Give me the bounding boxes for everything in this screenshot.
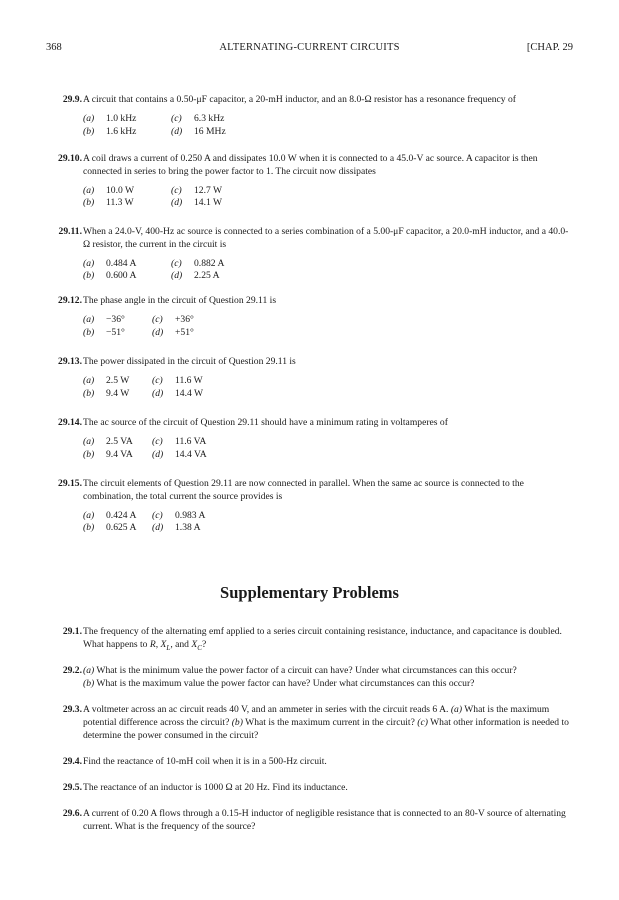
option-d: (d) 1.38 A (152, 522, 201, 534)
answer-options (83, 314, 575, 340)
question-29-14 (46, 417, 575, 461)
option-a: (a) −36° (83, 313, 125, 325)
option-a: (a) 2.5 VA (83, 435, 133, 447)
supplementary-problem-29-6 (46, 808, 575, 834)
chapter-label: [CHAP. 29 (526, 42, 573, 53)
problem-number: 29.4. (62, 756, 82, 767)
option-d: (d) +51° (152, 326, 194, 338)
question-stem: The phase angle in the circuit of Question 29.11 is (83, 295, 277, 306)
question-stem: A coil draws a current of 0.250 A and dissipates 10.0 W when it is connected to a 45.0-V ac source. A capacitor is then connected in series to bring the power factor to 1. The circuit now dissipates (83, 153, 538, 177)
option-b: (b) 0.600 A (83, 270, 137, 282)
supplementary-problem-29-1 (46, 626, 575, 655)
option-d: (d) 14.4 VA (152, 448, 207, 460)
option-b: (b) 0.625 A (83, 522, 137, 534)
supplementary-problem-29-2 (46, 665, 575, 691)
problem-number: 29.2. (62, 665, 82, 676)
answer-options (83, 436, 575, 462)
option-a: (a) 0.484 A (83, 257, 137, 269)
question-29-13 (46, 356, 575, 400)
option-c: (c) 6.3 kHz (171, 112, 225, 124)
problem-text: (a) What is the minimum value the power factor of a circuit can have? Under what circumstances can this occur? (b) What is the maximum value the power factor can have? Under what circumstances can this occur? (83, 665, 517, 689)
problem-text: Find the reactance of 10-mH coil when it is in a 500-Hz circuit. (83, 756, 327, 767)
option-a: (a) 0.424 A (83, 509, 137, 521)
option-c: (c) 11.6 VA (152, 435, 207, 447)
option-a: (a) 10.0 W (83, 184, 135, 196)
question-number: 29.15. (58, 478, 82, 489)
supplementary-problem-29-5 (46, 782, 575, 795)
option-b: (b) −51° (83, 326, 125, 338)
option-c: (c) 0.983 A (152, 509, 206, 521)
option-d: (d) 14.1 W (171, 197, 223, 209)
answer-options (83, 510, 575, 536)
question-number: 29.13. (58, 356, 82, 367)
question-stem: The ac source of the circuit of Question 29.11 should have a minimum rating in voltamperes of (83, 417, 448, 428)
question-29-10 (46, 153, 575, 210)
question-29-11 (46, 226, 575, 283)
answer-options (83, 113, 575, 139)
option-a: (a) 2.5 W (83, 374, 130, 386)
question-29-15 (46, 478, 575, 535)
question-29-12 (46, 295, 575, 339)
supplementary-problem-29-4 (46, 756, 575, 769)
question-stem: A circuit that contains a 0.50-μF capacitor, a 20-mH inductor, and an 8.0-Ω resistor has a resonance frequency of (83, 94, 516, 105)
problem-text: A voltmeter across an ac circuit reads 40 V, and an ammeter in series with the circuit reads 6 A. (a) What is the maximum potential difference across the circuit? (b) What is the maximum current in the circuit? (c) What other information is needed to determine the power consumed in the circuit? (83, 704, 569, 741)
option-d: (d) 2.25 A (171, 270, 220, 282)
page-header (46, 42, 573, 56)
problem-number: 29.1. (62, 626, 82, 637)
option-b: (b) 9.4 W (83, 387, 130, 399)
problem-text: The reactance of an inductor is 1000 Ω at 20 Hz. Find its inductance. (83, 782, 348, 793)
problem-text: The frequency of the alternating emf applied to a series circuit containing resistance, inductance, and capacitance is doubled. What happens to R, $X_L$, and $X_C$? (83, 626, 562, 652)
problem-text: A current of 0.20 A flows through a 0.15-H inductor of negligible resistance that is connected to an 80-V source of alternating current. What is the frequency of the source? (83, 808, 566, 832)
problem-number: 29.5. (62, 782, 82, 793)
question-number: 29.10. (58, 153, 82, 164)
question-stem: The power dissipated in the circuit of Question 29.11 is (83, 356, 296, 367)
option-c: (c) 0.882 A (171, 257, 225, 269)
option-b: (b) 11.3 W (83, 197, 134, 209)
option-c: (c) 12.7 W (171, 184, 223, 196)
option-d: (d) 16 MHz (171, 125, 226, 137)
question-29-9 (46, 94, 575, 138)
answer-options (83, 185, 575, 211)
option-b: (b) 9.4 VA (83, 448, 133, 460)
answer-options (83, 258, 575, 284)
section-title: Supplementary Problems (220, 583, 399, 602)
option-b: (b) 1.6 kHz (83, 125, 137, 137)
option-d: (d) 14.4 W (152, 387, 204, 399)
answer-options (83, 375, 575, 401)
question-stem: The circuit elements of Question 29.11 are now connected in parallel. When the same ac source is connected to the combination, the total current the source provides is (83, 478, 524, 502)
problem-number: 29.6. (62, 808, 82, 819)
option-a: (a) 1.0 kHz (83, 112, 137, 124)
option-c: (c) 11.6 W (152, 374, 203, 386)
problem-number: 29.3. (62, 704, 82, 715)
question-number: 29.9. (62, 94, 82, 105)
supplementary-problem-29-3 (46, 704, 575, 742)
option-c: (c) +36° (152, 313, 194, 325)
question-number: 29.11. (58, 226, 82, 237)
question-number: 29.12. (58, 295, 82, 306)
running-title: ALTERNATING-CURRENT CIRCUITS (219, 42, 400, 53)
question-stem: When a 24.0-V, 400-Hz ac source is connected to a series combination of a 5.00-μF capacitor, a 20.0-mH inductor, and a 40.0-Ω resistor, the current in the circuit is (83, 226, 569, 250)
page-number: 368 (46, 42, 62, 53)
question-number: 29.14. (58, 417, 82, 428)
